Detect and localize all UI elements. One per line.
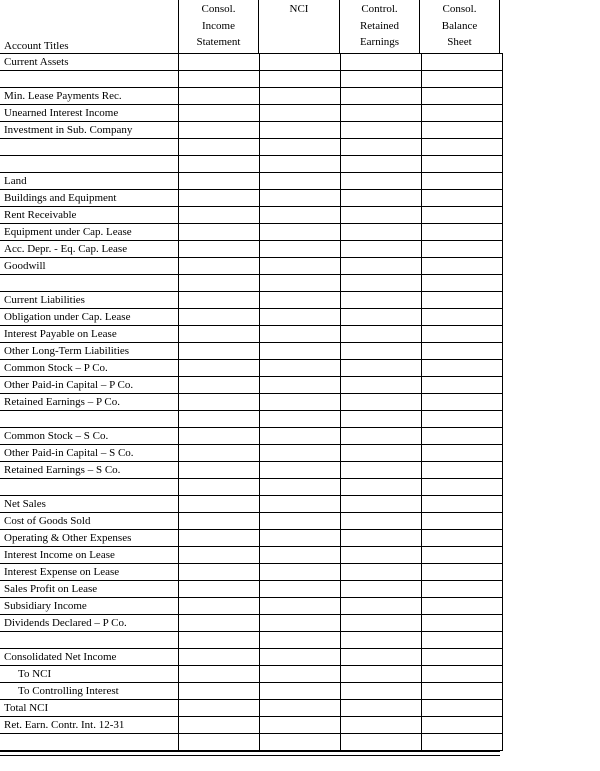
consol-income-statement-cell[interactable] [179, 496, 260, 513]
consol-balance-sheet-cell[interactable] [422, 683, 503, 700]
consol-balance-sheet-cell[interactable] [422, 360, 503, 377]
account-title-cell: Net Sales [0, 496, 179, 513]
table-row [0, 513, 503, 530]
consol-income-statement-cell[interactable] [179, 292, 260, 309]
account-title-cell [0, 71, 179, 88]
account-title-cell [0, 632, 179, 649]
consol-income-statement-cell[interactable] [179, 156, 260, 173]
consol-balance-sheet-cell[interactable] [422, 615, 503, 632]
nci-cell[interactable] [260, 275, 341, 292]
header-line: Statement [196, 36, 241, 48]
control-retained-earnings-cell[interactable] [341, 292, 422, 309]
account-title-cell: Equipment under Cap. Lease [0, 224, 179, 241]
control-retained-earnings-cell[interactable] [341, 122, 422, 139]
header-line: Control. [361, 3, 398, 15]
consol-balance-sheet-cell[interactable] [422, 513, 503, 530]
control-retained-earnings-cell[interactable] [341, 649, 422, 666]
nci-cell[interactable] [260, 581, 341, 598]
control-retained-earnings-cell[interactable] [341, 700, 422, 717]
consol-balance-sheet-cell[interactable] [422, 54, 503, 71]
control-retained-earnings-cell[interactable] [341, 54, 422, 71]
account-title-cell: Other Paid-in Capital – P Co. [0, 377, 179, 394]
account-title-cell: Min. Lease Payments Rec. [0, 88, 179, 105]
consol-income-statement-cell[interactable] [179, 700, 260, 717]
table-row [0, 615, 503, 632]
nci-cell[interactable] [260, 530, 341, 547]
consol-income-statement-cell[interactable] [179, 105, 260, 122]
header-line: Retained [359, 19, 400, 32]
consol-balance-sheet-cell[interactable] [422, 207, 503, 224]
table-row [0, 360, 503, 377]
consol-balance-sheet-cell[interactable] [422, 717, 503, 734]
consol-income-statement-cell[interactable] [179, 462, 260, 479]
account-title-cell: Consolidated Net Income [0, 649, 179, 666]
table-row [0, 156, 503, 173]
control-retained-earnings-cell[interactable] [341, 513, 422, 530]
consol-income-statement-cell[interactable] [179, 615, 260, 632]
control-retained-earnings-cell[interactable] [341, 564, 422, 581]
consol-income-statement-cell[interactable] [179, 530, 260, 547]
nci-cell[interactable] [260, 309, 341, 326]
consol-income-statement-cell[interactable] [179, 632, 260, 649]
account-title-cell: Current Liabilities [0, 292, 179, 309]
nci-cell[interactable] [260, 717, 341, 734]
control-retained-earnings-cell[interactable] [341, 530, 422, 547]
control-retained-earnings-cell[interactable] [341, 207, 422, 224]
table-row [0, 394, 503, 411]
consol-balance-sheet-cell[interactable] [422, 411, 503, 428]
double-rule [0, 751, 500, 756]
nci-cell[interactable] [260, 734, 341, 751]
control-retained-earnings-cell[interactable] [341, 224, 422, 241]
control-retained-earnings-cell[interactable] [341, 241, 422, 258]
consol-balance-sheet-cell[interactable] [422, 479, 503, 496]
consol-balance-sheet-cell[interactable] [422, 241, 503, 258]
nci-cell[interactable] [260, 292, 341, 309]
table-row [0, 496, 503, 513]
control-retained-earnings-cell[interactable] [341, 343, 422, 360]
table-row [0, 54, 503, 71]
consol-balance-sheet-cell[interactable] [422, 564, 503, 581]
nci-cell[interactable] [260, 88, 341, 105]
consol-balance-sheet-cell[interactable] [422, 496, 503, 513]
consol-balance-sheet-cell[interactable] [422, 224, 503, 241]
control-retained-earnings-cell[interactable] [341, 428, 422, 445]
consol-income-statement-cell[interactable] [179, 275, 260, 292]
account-title-cell [0, 479, 179, 496]
header-line: Balance [441, 19, 478, 32]
table-row [0, 190, 503, 207]
account-title-cell: Unearned Interest Income [0, 105, 179, 122]
header-line: NCI [289, 3, 309, 15]
nci-cell[interactable] [260, 190, 341, 207]
account-title-cell: Sales Profit on Lease [0, 581, 179, 598]
consol-income-statement-cell[interactable] [179, 71, 260, 88]
account-title-cell: Land [0, 173, 179, 190]
account-title-cell: Common Stock – S Co. [0, 428, 179, 445]
nci-cell[interactable] [260, 564, 341, 581]
control-retained-earnings-cell[interactable] [341, 615, 422, 632]
consol-balance-sheet-cell[interactable] [422, 445, 503, 462]
account-title-cell: Operating & Other Expenses [0, 530, 179, 547]
table-row [0, 479, 503, 496]
nci-cell[interactable] [260, 632, 341, 649]
table-row [0, 292, 503, 309]
consol-income-statement-cell[interactable] [179, 207, 260, 224]
control-retained-earnings-cell[interactable] [341, 360, 422, 377]
consol-balance-sheet-cell[interactable] [422, 377, 503, 394]
consol-balance-sheet-cell[interactable] [422, 88, 503, 105]
table-row [0, 105, 503, 122]
control-retained-earnings-cell[interactable] [341, 71, 422, 88]
nci-cell[interactable] [260, 462, 341, 479]
nci-cell[interactable] [260, 105, 341, 122]
table-row [0, 445, 503, 462]
header-line: Income [202, 19, 235, 32]
nci-cell[interactable] [260, 156, 341, 173]
consol-income-statement-cell[interactable] [179, 343, 260, 360]
consol-income-statement-cell[interactable] [179, 683, 260, 700]
worksheet-table [0, 53, 503, 751]
table-row [0, 173, 503, 190]
consol-balance-sheet-cell[interactable] [422, 173, 503, 190]
control-retained-earnings-cell[interactable] [341, 258, 422, 275]
consol-balance-sheet-cell[interactable] [422, 598, 503, 615]
consol-income-statement-cell[interactable] [179, 666, 260, 683]
consol-income-statement-cell[interactable] [179, 734, 260, 751]
table-row [0, 275, 503, 292]
table-row [0, 71, 503, 88]
table-row [0, 207, 503, 224]
account-title-cell: Rent Receivable [0, 207, 179, 224]
consol-balance-sheet-cell[interactable] [422, 581, 503, 598]
consol-balance-sheet-cell[interactable] [422, 632, 503, 649]
account-title-cell: Common Stock – P Co. [0, 360, 179, 377]
table-row [0, 122, 503, 139]
nci-cell[interactable] [260, 598, 341, 615]
consol-income-statement-cell[interactable] [179, 445, 260, 462]
nci-cell[interactable] [260, 360, 341, 377]
control-retained-earnings-cell[interactable] [341, 156, 422, 173]
account-title-cell: Subsidiary Income [0, 598, 179, 615]
table-row [0, 309, 503, 326]
account-title-cell [0, 411, 179, 428]
account-title-cell: Obligation under Cap. Lease [0, 309, 179, 326]
table-row [0, 224, 503, 241]
nci-cell[interactable] [260, 54, 341, 71]
nci-cell[interactable] [260, 700, 341, 717]
consol-balance-sheet-cell[interactable] [422, 190, 503, 207]
nci-cell[interactable] [260, 411, 341, 428]
consol-income-statement-cell[interactable] [179, 394, 260, 411]
account-title-cell: To NCI [0, 666, 179, 683]
consol-income-statement-cell[interactable] [179, 139, 260, 156]
table-row [0, 564, 503, 581]
consol-balance-sheet-cell[interactable] [422, 258, 503, 275]
consol-balance-sheet-header [419, 0, 499, 53]
consol-balance-sheet-cell[interactable] [422, 309, 503, 326]
account-title-cell [0, 139, 179, 156]
consol-balance-sheet-cell[interactable] [422, 700, 503, 717]
table-row [0, 581, 503, 598]
consol-balance-sheet-cell[interactable] [422, 734, 503, 751]
consol-income-statement-cell[interactable] [179, 564, 260, 581]
control-retained-earnings-cell[interactable] [341, 105, 422, 122]
control-retained-earnings-cell[interactable] [341, 598, 422, 615]
header-line: Sheet [447, 36, 472, 48]
control-retained-earnings-cell[interactable] [341, 88, 422, 105]
control-retained-earnings-cell[interactable] [341, 139, 422, 156]
table-row [0, 343, 503, 360]
nci-cell[interactable] [260, 139, 341, 156]
account-title-cell: Buildings and Equipment [0, 190, 179, 207]
consol-income-statement-cell[interactable] [179, 241, 260, 258]
consol-income-statement-cell[interactable] [179, 513, 260, 530]
table-row [0, 462, 503, 479]
consol-income-statement-cell[interactable] [179, 360, 260, 377]
consol-balance-sheet-cell[interactable] [422, 649, 503, 666]
consol-balance-sheet-cell[interactable] [422, 343, 503, 360]
nci-cell[interactable] [260, 224, 341, 241]
consol-balance-sheet-cell[interactable] [422, 71, 503, 88]
header-row [0, 0, 500, 53]
nci-cell[interactable] [260, 326, 341, 343]
table-row [0, 411, 503, 428]
account-title-cell: To Controlling Interest [0, 683, 179, 700]
header-line: Consol. [201, 3, 236, 15]
table-row [0, 649, 503, 666]
account-title-cell: Retained Earnings – S Co. [0, 462, 179, 479]
consol-income-statement-cell[interactable] [179, 547, 260, 564]
consol-income-statement-cell[interactable] [179, 173, 260, 190]
nci-cell[interactable] [260, 615, 341, 632]
consol-income-statement-cell[interactable] [179, 326, 260, 343]
table-row [0, 683, 503, 700]
control-retained-earnings-cell[interactable] [341, 479, 422, 496]
nci-header [258, 0, 339, 53]
control-retained-earnings-cell[interactable] [341, 411, 422, 428]
nci-cell[interactable] [260, 377, 341, 394]
table-row [0, 666, 503, 683]
account-title-cell [0, 156, 179, 173]
consol-income-statement-cell[interactable] [179, 258, 260, 275]
control-retained-earnings-cell[interactable] [341, 632, 422, 649]
account-title-cell: Other Long-Term Liabilities [0, 343, 179, 360]
control-retained-earnings-cell[interactable] [341, 309, 422, 326]
table-row [0, 88, 503, 105]
control-retained-earnings-cell[interactable] [341, 326, 422, 343]
table-row [0, 598, 503, 615]
consol-balance-sheet-cell[interactable] [422, 394, 503, 411]
account-title-cell: Dividends Declared – P Co. [0, 615, 179, 632]
control-retained-earnings-cell[interactable] [341, 377, 422, 394]
table-row [0, 717, 503, 734]
consol-income-statement-cell[interactable] [179, 88, 260, 105]
table-row [0, 241, 503, 258]
nci-cell[interactable] [260, 445, 341, 462]
control-retained-earnings-header [339, 0, 419, 53]
consol-balance-sheet-cell[interactable] [422, 428, 503, 445]
nci-cell[interactable] [260, 394, 341, 411]
consol-income-statement-cell[interactable] [179, 411, 260, 428]
control-retained-earnings-cell[interactable] [341, 496, 422, 513]
account-title-cell: Interest Expense on Lease [0, 564, 179, 581]
account-title-cell: Current Assets [0, 54, 179, 71]
consol-income-statement-cell[interactable] [179, 54, 260, 71]
nci-cell[interactable] [260, 173, 341, 190]
account-title-cell: Ret. Earn. Contr. Int. 12-31 [0, 717, 179, 734]
control-retained-earnings-cell[interactable] [341, 717, 422, 734]
table-row [0, 139, 503, 156]
nci-cell[interactable] [260, 513, 341, 530]
nci-cell[interactable] [260, 207, 341, 224]
control-retained-earnings-cell[interactable] [341, 581, 422, 598]
consol-income-statement-cell[interactable] [179, 309, 260, 326]
nci-cell[interactable] [260, 649, 341, 666]
consol-balance-sheet-cell[interactable] [422, 292, 503, 309]
table-row [0, 700, 503, 717]
table-row [0, 428, 503, 445]
control-retained-earnings-cell[interactable] [341, 445, 422, 462]
consol-balance-sheet-cell[interactable] [422, 139, 503, 156]
consol-balance-sheet-cell[interactable] [422, 105, 503, 122]
nci-cell[interactable] [260, 666, 341, 683]
account-title-cell: Cost of Goods Sold [0, 513, 179, 530]
table-row [0, 377, 503, 394]
consol-income-statement-cell[interactable] [179, 479, 260, 496]
nci-cell[interactable] [260, 241, 341, 258]
nci-cell[interactable] [260, 258, 341, 275]
account-title-cell [0, 275, 179, 292]
account-title-cell: Total NCI [0, 700, 179, 717]
control-retained-earnings-cell[interactable] [341, 666, 422, 683]
consol-income-statement-cell[interactable] [179, 598, 260, 615]
nci-cell[interactable] [260, 122, 341, 139]
account-title-cell: Interest Payable on Lease [0, 326, 179, 343]
nci-cell[interactable] [260, 496, 341, 513]
consol-income-statement-cell[interactable] [179, 224, 260, 241]
table-row [0, 632, 503, 649]
control-retained-earnings-cell[interactable] [341, 394, 422, 411]
control-retained-earnings-cell[interactable] [341, 190, 422, 207]
header-line: Consol. [442, 3, 477, 15]
consol-income-statement-cell[interactable] [179, 122, 260, 139]
account-title-cell: Interest Income on Lease [0, 547, 179, 564]
account-titles-header: Account Titles [4, 40, 69, 52]
consol-income-statement-cell[interactable] [179, 377, 260, 394]
account-title-cell: Investment in Sub. Company [0, 122, 179, 139]
account-title-cell: Acc. Depr. - Eq. Cap. Lease [0, 241, 179, 258]
account-title-cell: Other Paid-in Capital – S Co. [0, 445, 179, 462]
consol-balance-sheet-cell[interactable] [422, 547, 503, 564]
account-title-cell: Goodwill [0, 258, 179, 275]
account-title-cell [0, 734, 179, 751]
table-row [0, 258, 503, 275]
consol-income-statement-cell[interactable] [179, 581, 260, 598]
header-line: Earnings [359, 36, 400, 48]
table-row [0, 547, 503, 564]
consol-income-statement-cell[interactable] [179, 649, 260, 666]
consol-balance-sheet-cell[interactable] [422, 666, 503, 683]
consol-balance-sheet-cell[interactable] [422, 530, 503, 547]
control-retained-earnings-cell[interactable] [341, 173, 422, 190]
consol-balance-sheet-cell[interactable] [422, 122, 503, 139]
consol-balance-sheet-cell[interactable] [422, 275, 503, 292]
consol-income-statement-cell[interactable] [179, 190, 260, 207]
table-row [0, 734, 503, 751]
nci-cell[interactable] [260, 479, 341, 496]
nci-cell[interactable] [260, 71, 341, 88]
table-row [0, 326, 503, 343]
control-retained-earnings-cell[interactable] [341, 734, 422, 751]
table-row [0, 530, 503, 547]
consol-balance-sheet-cell[interactable] [422, 462, 503, 479]
control-retained-earnings-cell[interactable] [341, 683, 422, 700]
account-title-cell: Retained Earnings – P Co. [0, 394, 179, 411]
nci-cell[interactable] [260, 547, 341, 564]
nci-cell[interactable] [260, 428, 341, 445]
control-retained-earnings-cell[interactable] [341, 462, 422, 479]
nci-cell[interactable] [260, 343, 341, 360]
consol-income-statement-header [178, 0, 258, 53]
consol-balance-sheet-cell[interactable] [422, 326, 503, 343]
consol-income-statement-cell[interactable] [179, 428, 260, 445]
consol-income-statement-cell[interactable] [179, 717, 260, 734]
consol-balance-sheet-cell[interactable] [422, 156, 503, 173]
control-retained-earnings-cell[interactable] [341, 275, 422, 292]
nci-cell[interactable] [260, 683, 341, 700]
control-retained-earnings-cell[interactable] [341, 547, 422, 564]
